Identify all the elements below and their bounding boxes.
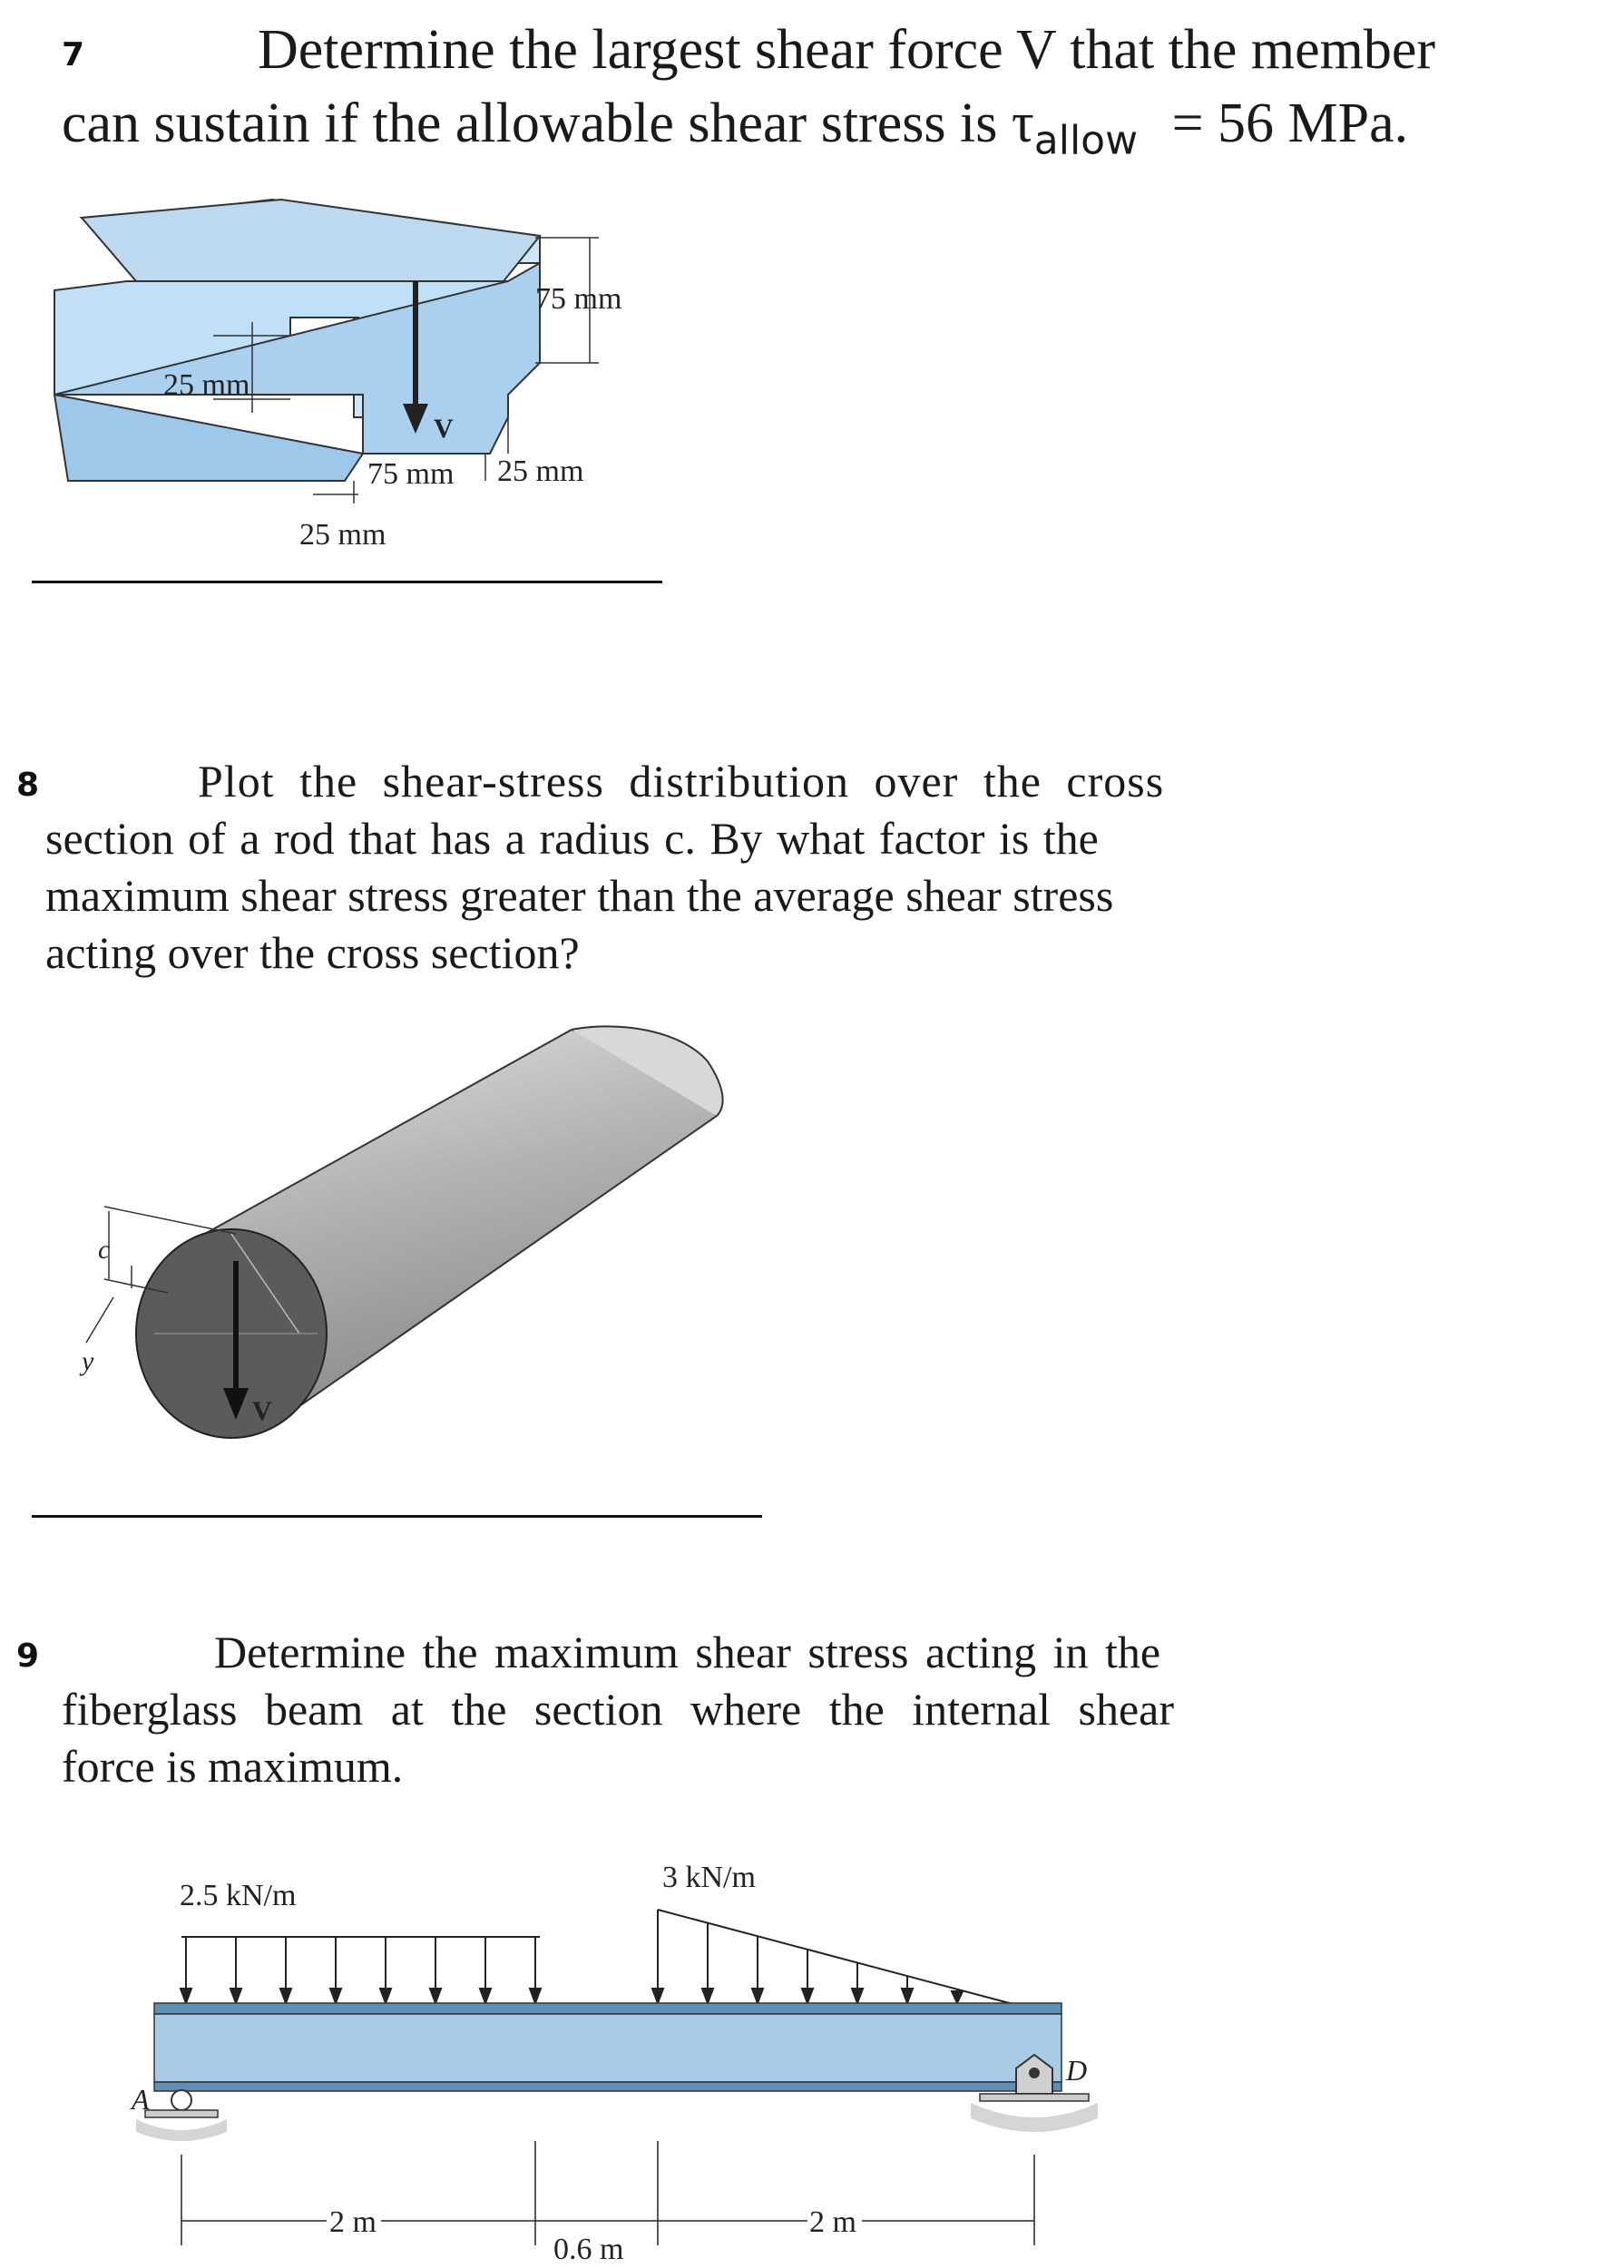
triangular-load-arrows: [652, 1923, 963, 2003]
text-line: force is maximum.: [62, 1741, 404, 1792]
dim-label-web-right: 25 mm: [497, 455, 584, 488]
dimension-line: [104, 1207, 236, 1234]
pin: [1029, 2068, 1040, 2078]
beam-figure: [109, 1851, 1152, 2268]
ground: [136, 2119, 227, 2141]
load-label-uniform: 2.5 kN/m: [180, 1879, 297, 1912]
problem-text: [62, 14, 1604, 166]
problem-number: 7: [62, 36, 85, 73]
separator-line: [32, 581, 662, 583]
support-label-d: D: [1066, 2054, 1088, 2087]
problem-text: [45, 753, 1252, 982]
dim-label-bottom: 25 mm: [299, 518, 386, 552]
span-label: 2 m: [809, 2205, 856, 2239]
span-label: 0.6 m: [553, 2233, 624, 2266]
dim-label-flange: 25 mm: [163, 368, 250, 402]
channel-bottom-face: [54, 395, 363, 481]
label-c: c: [98, 1235, 111, 1265]
tau-value: = 56 MPa.: [1171, 92, 1409, 154]
beam-bottom-flange: [154, 2082, 1061, 2091]
text-line: section of a rod that has a radius c. By what factor is the: [45, 813, 1099, 864]
text-line: maximum shear stress greater than the average shear stress: [45, 870, 1114, 921]
dimension-line: [86, 1297, 113, 1343]
text-span: can sustain if the allowable shear stress is τ: [62, 92, 1034, 154]
dim-label-web-left: 75 mm: [367, 457, 455, 491]
problem-number: 9: [16, 1637, 40, 1675]
dim-label-top: 75 mm: [535, 282, 622, 316]
text-line: Plot the shear-stress distribution over the cross: [198, 756, 1165, 807]
load-label-triangular: 3 kN/m: [662, 1861, 756, 1894]
span-label: 2 m: [329, 2205, 377, 2239]
rod-figure: [27, 1007, 753, 1488]
channel-section-figure: [0, 181, 690, 581]
beam-top-flange: [154, 2003, 1061, 2014]
force-label: V: [252, 1396, 272, 1426]
label-y: y: [82, 1346, 94, 1376]
support-plate: [980, 2094, 1089, 2101]
support-plate: [145, 2110, 218, 2117]
force-label: V: [434, 414, 454, 444]
text-line: [62, 87, 1604, 167]
channel-top-face: [82, 200, 540, 281]
problem-number: 8: [16, 767, 40, 804]
ground: [971, 2103, 1098, 2132]
uniform-load-arrows: [181, 1937, 541, 2003]
text-line: Determine the maximum shear stress acting in the: [214, 1627, 1161, 1677]
text-line: Determine the largest shear force V that the member: [258, 19, 1436, 81]
tau-subscript: allow: [1033, 116, 1139, 163]
problem-text: [62, 1624, 1296, 1795]
support-label-a: A: [132, 2083, 150, 2116]
beam-web: [154, 2014, 1061, 2082]
separator-line: [32, 1515, 762, 1518]
text-line: acting over the cross section?: [45, 927, 580, 978]
roller-support: [171, 2090, 191, 2110]
text-line: fiberglass beam at the section where the internal shear: [62, 1684, 1174, 1735]
